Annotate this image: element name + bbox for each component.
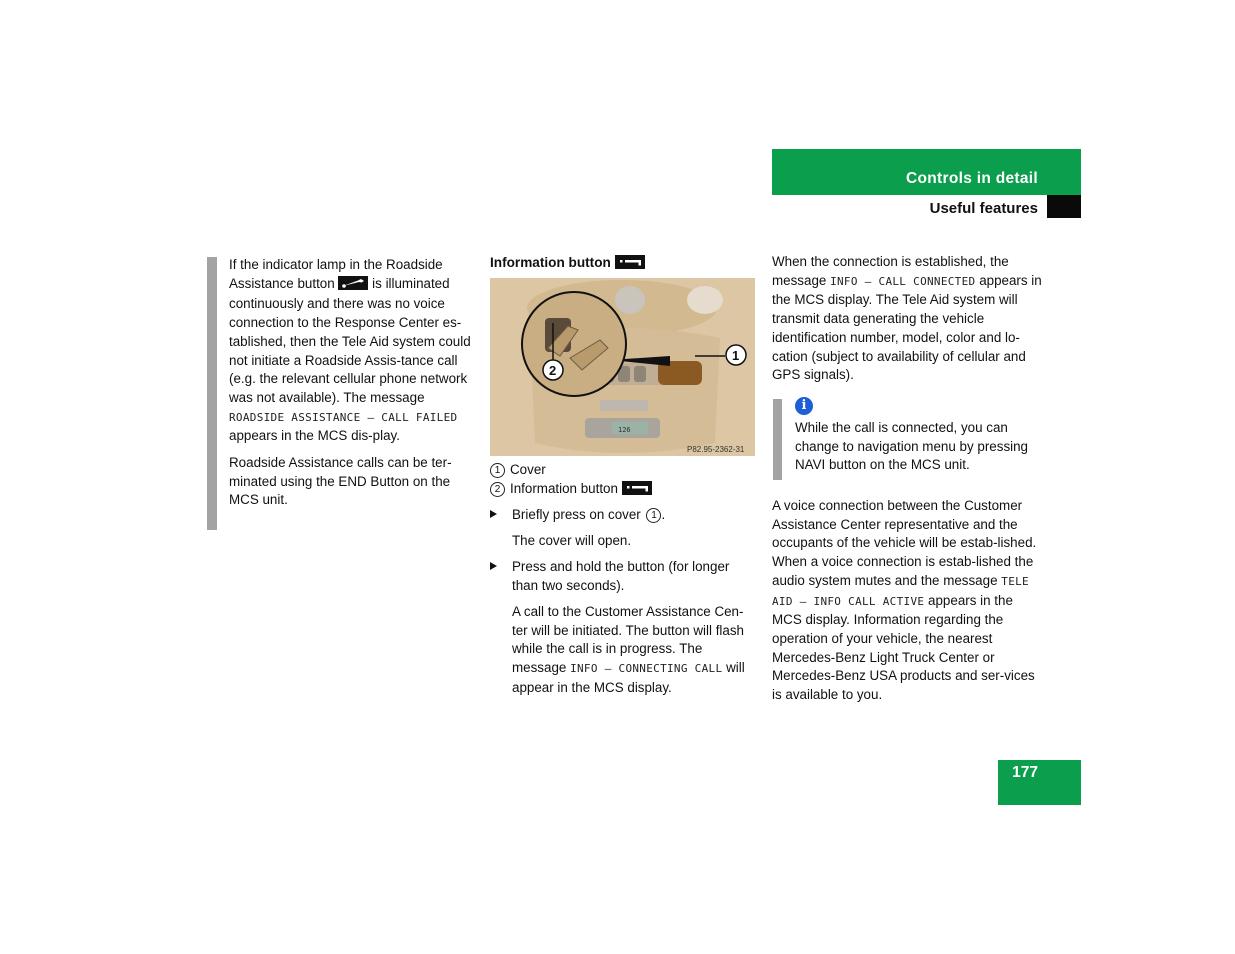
text-run: appears in the MCS display. Information regarding the operation of your vehicle, the nearest Mercedes-Benz Light Truck Center or Mercedes-Benz USA products and ser-vices is available to you. — [772, 592, 1035, 703]
overhead-console-figure — [490, 278, 755, 456]
info-button-icon — [622, 481, 652, 501]
voice-connection-paragraph — [772, 497, 1044, 705]
info-note — [795, 419, 1045, 475]
text-run: A call to the Customer Assistance Cen-ter will be initiated. The button will flash while the call is in progress. The message — [512, 603, 744, 675]
subsection-title: Useful features — [929, 200, 1038, 217]
legend-number: 2 — [490, 482, 505, 497]
paragraph — [772, 497, 1044, 705]
info-sidebar-bar — [773, 399, 782, 480]
legend-item — [490, 480, 756, 501]
text-run: A voice connection between the Customer Assistance Center representative and the occupants of the vehicle will be estab-lished. When a voice connection is estab-lished the audio system mutes and the message — [772, 498, 1037, 588]
info-button-section — [490, 254, 756, 275]
mcs-message-roadside-failed: ROADSIDE ASSISTANCE – CALL FAILED — [229, 410, 458, 424]
section-heading — [490, 254, 756, 275]
paragraph — [772, 253, 1044, 385]
step-item — [490, 506, 758, 525]
roadside-end-paragraph: Roadside Assistance calls can be ter-minated using the END Button on the MCS unit. — [229, 455, 452, 508]
legend-text: Information button — [510, 480, 618, 496]
figure-legend — [490, 461, 756, 500]
text-run: When the connection is established, the message — [772, 254, 1009, 288]
info-button-icon — [615, 255, 645, 275]
header-tab-marker — [1047, 195, 1081, 218]
legend-item — [490, 461, 756, 480]
bullet-arrow-icon — [490, 562, 497, 570]
text-run: appears in the MCS display. The Tele Aid system will transmit data generating the vehicle identification number, model, color and lo-cation (subject to availability of cellular and GPS signals). — [772, 272, 1042, 383]
mcs-message-call-active: TELE AID – INFO CALL ACTIVE — [772, 574, 1029, 608]
roadside-note-paragraph — [229, 256, 475, 446]
legend-text: Cover — [510, 462, 546, 477]
info-icon: i — [795, 397, 813, 415]
instruction-steps — [490, 506, 758, 697]
step-text: . — [661, 507, 666, 522]
step-result: The cover will open. — [512, 532, 632, 548]
mcs-message-connected: INFO – CALL CONNECTED — [830, 274, 976, 288]
legend-number: 1 — [490, 463, 505, 478]
text-run: If the indicator lamp in the Roadside Assistance button — [229, 257, 443, 291]
step-item — [490, 558, 758, 595]
text-run: appears in the MCS dis-play. — [229, 428, 400, 444]
roadside-note — [229, 256, 475, 510]
svg-text:126: 126 — [618, 426, 631, 434]
section-title: Controls in detail — [906, 170, 1038, 187]
heading-text: Information button — [490, 255, 611, 270]
bullet-arrow-icon — [490, 510, 497, 518]
figure-callout-1: 1 — [732, 348, 740, 363]
mcs-message-connecting: INFO – CONNECTING CALL — [570, 661, 723, 675]
connection-paragraph — [772, 253, 1044, 385]
note-sidebar-bar — [207, 257, 217, 530]
step-text: Press and hold the button (for longer than two seconds). — [512, 559, 730, 594]
text-run: will appear in the MCS display. — [512, 659, 745, 695]
page-number: 177 — [1012, 764, 1038, 781]
console-illustration — [490, 278, 755, 456]
cover-reference: 1 — [646, 508, 661, 523]
figure-code: P82.95-2362-31 — [687, 445, 745, 454]
wrench-icon — [338, 276, 368, 296]
step-text: Briefly press on cover — [512, 507, 641, 522]
info-note-text: While the call is connected, you can change to navigation menu by pressing NAVI button on the MCS unit. — [795, 420, 1029, 473]
step-result — [490, 603, 758, 698]
figure-callout-2: 2 — [549, 363, 557, 378]
text-run: is illuminated continuously and there was no voice connection to the Response Center es-tablished, then the Tele Aid system could not initiate a Roadside Assis-tance call (e.g. the relevant cellular phone network was not available). The message — [229, 275, 471, 405]
